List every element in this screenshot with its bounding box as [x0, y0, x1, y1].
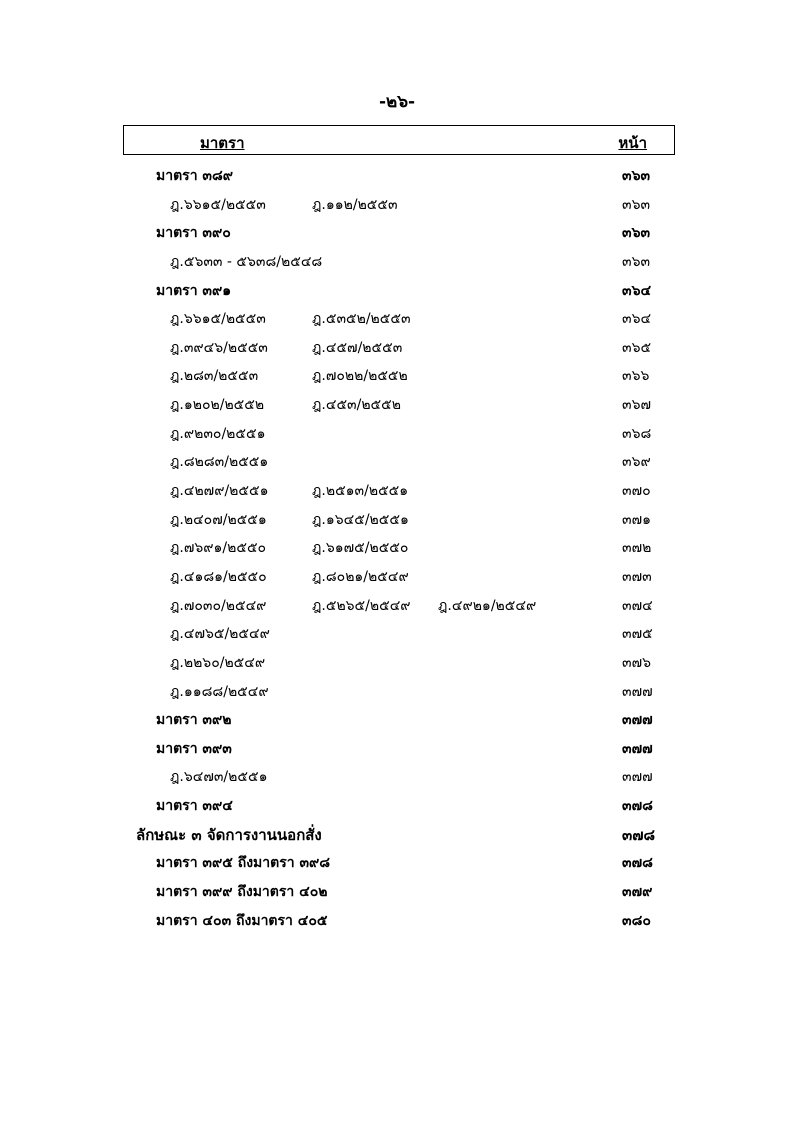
- page-ref: ๓๖๓: [622, 225, 651, 242]
- article-row: [0, 907, 794, 936]
- page-ref: ๓๗๔: [622, 597, 653, 614]
- ruling-row: [0, 334, 794, 363]
- ruling-row: [0, 448, 794, 477]
- article-row: [0, 792, 794, 821]
- page-ref: ๓๗๗: [622, 683, 653, 700]
- ruling-ref: ฎ.๔๕๗/๒๕๕๓: [312, 339, 403, 356]
- entry-title: มาตรา ๓๙๙ ถึงมาตรา ๔๐๒: [156, 884, 328, 901]
- ruling-row: [0, 534, 794, 563]
- ruling-row: [0, 678, 794, 707]
- entry-title: มาตรา ๓๙๔: [156, 798, 233, 815]
- ruling-ref: ฎ.๑๑๒/๒๕๕๓: [312, 196, 398, 213]
- header-section-label: มาตรา: [200, 134, 245, 152]
- page-ref: ๓๖๕: [622, 339, 652, 356]
- page-ref: ๓๖๓: [622, 196, 651, 213]
- ruling-row: [0, 592, 794, 621]
- ruling-ref: ฎ.๗๖๙๑/๒๕๕๐: [170, 540, 267, 557]
- entry-title: มาตรา ๓๙๐: [156, 225, 231, 242]
- ruling-ref: ฎ.๕๖๓๓ - ๕๖๓๘/๒๕๔๘: [170, 253, 323, 270]
- ruling-ref: ฎ.๙๒๓๐/๒๕๕๑: [170, 425, 266, 442]
- page-ref: ๓๖๖: [622, 368, 650, 385]
- entry-title: มาตรา ๓๙๕ ถึงมาตรา ๓๙๘: [156, 855, 331, 872]
- page-ref: ๓๗๐: [622, 483, 651, 500]
- entry-title: มาตรา ๓๙๑: [156, 282, 232, 299]
- page-ref: ๓๖๔: [622, 311, 652, 328]
- ruling-ref: ฎ.๑๒๐๒/๒๕๕๒: [170, 397, 265, 414]
- ruling-ref: ฎ.๔๕๓/๒๕๕๒: [312, 397, 401, 414]
- header-page-label: หน้า: [618, 134, 647, 152]
- ruling-row: [0, 620, 794, 649]
- ruling-row: [0, 191, 794, 220]
- page-ref: ๓๗๘: [622, 798, 653, 815]
- ruling-ref: ฎ.๔๑๘๑/๒๕๕๐: [170, 568, 267, 585]
- ruling-row: [0, 362, 794, 391]
- ruling-row: [0, 506, 794, 535]
- ruling-row: [0, 477, 794, 506]
- ruling-ref: ฎ.๕๓๕๒/๒๕๕๓: [312, 311, 411, 328]
- page-ref: ๓๗๗: [622, 769, 653, 786]
- page-ref: ๓๖๓: [622, 168, 651, 184]
- ruling-ref: ฎ.๘๒๘๓/๒๕๕๑: [170, 454, 269, 471]
- ruling-ref: ฎ.๗๐๒๒/๒๕๕๒: [312, 368, 408, 385]
- ruling-ref: ฎ.๖๖๑๕/๒๕๕๓: [170, 196, 266, 213]
- ruling-row: [0, 305, 794, 334]
- ruling-ref: ฎ.๔๗๖๕/๒๕๔๙: [170, 626, 270, 643]
- page-ref: ๓๗๑: [622, 511, 651, 528]
- page-ref: ๓๖๙: [622, 454, 651, 471]
- ruling-ref: ฎ.๕๒๖๕/๒๕๔๙: [312, 597, 411, 614]
- article-row: [0, 878, 794, 907]
- page-ref: ๓๗๓: [622, 568, 652, 585]
- article-row: [0, 706, 794, 735]
- page-ref: ๓๗๕: [622, 626, 653, 643]
- ruling-ref: ฎ.๔๒๗๙/๒๕๕๑: [170, 483, 269, 500]
- toc-list: [0, 162, 794, 935]
- entry-title: มาตรา ๓๙๒: [156, 712, 232, 729]
- ruling-ref: ฎ.๑๖๔๕/๒๕๕๑: [312, 511, 409, 528]
- ruling-row: [0, 420, 794, 449]
- ruling-ref: ฎ.๑๑๘๘/๒๕๔๙: [170, 683, 269, 700]
- article-row: [0, 277, 794, 306]
- ruling-ref: ฎ.๒๔๐๗/๒๕๕๑: [170, 511, 267, 528]
- page-ref: ๓๗๙: [622, 884, 653, 901]
- ruling-ref: ฎ.๖๑๗๕/๒๕๕๐: [312, 540, 409, 557]
- ruling-row: [0, 391, 794, 420]
- entry-title: มาตรา ๔๐๓ ถึงมาตรา ๔๐๕: [156, 912, 328, 929]
- ruling-row: [0, 763, 794, 792]
- page-ref: ๓๗๗: [622, 712, 653, 729]
- ruling-ref: ฎ.๗๐๓๐/๒๕๔๙: [170, 597, 267, 614]
- article-row: [0, 849, 794, 878]
- ruling-row: [0, 649, 794, 678]
- page-ref: ๓๖๔: [622, 282, 652, 299]
- entry-title: มาตรา ๓๙๓: [156, 740, 232, 757]
- ruling-ref: ฎ.๘๐๒๑/๒๕๔๙: [312, 568, 409, 585]
- page-ref: ๓๗๘: [622, 855, 653, 872]
- ruling-ref: ฎ.๓๙๔๖/๒๕๕๓: [170, 339, 268, 356]
- page-ref: ๓๘๐: [622, 912, 651, 929]
- page-ref: ๓๗๗: [622, 740, 653, 757]
- entry-title: มาตรา ๓๘๙: [156, 168, 234, 184]
- toc-header: [123, 125, 675, 155]
- entry-title: ลักษณะ ๓ จัดการงานนอกสั่ง: [136, 825, 322, 844]
- ruling-ref: ฎ.๔๙๒๑/๒๕๔๙: [438, 597, 537, 614]
- ruling-row: [0, 248, 794, 277]
- ruling-ref: ฎ.๖๖๑๕/๒๕๕๓: [170, 311, 266, 328]
- ruling-ref: ฎ.๖๔๗๓/๒๕๕๑: [170, 769, 268, 786]
- page-ref: ๓๗๘: [622, 825, 656, 844]
- chapter-row: [0, 821, 794, 850]
- page-ref: ๓๗๒: [622, 540, 652, 557]
- page-ref: ๓๖๘: [622, 425, 652, 442]
- page-ref: ๓๖๓: [622, 253, 651, 270]
- article-row: [0, 162, 794, 191]
- ruling-row: [0, 563, 794, 592]
- ruling-ref: ฎ.๒๒๖๐/๒๕๔๙: [170, 654, 266, 671]
- article-row: [0, 735, 794, 764]
- ruling-ref: ฎ.๒๕๑๓/๒๕๕๑: [312, 483, 409, 500]
- page-ref: ๓๖๗: [622, 397, 651, 414]
- article-row: [0, 219, 794, 248]
- page-number: -๒๖-: [378, 92, 416, 112]
- page-ref: ๓๗๖: [622, 654, 651, 671]
- ruling-ref: ฎ.๒๘๓/๒๕๕๓: [170, 368, 259, 385]
